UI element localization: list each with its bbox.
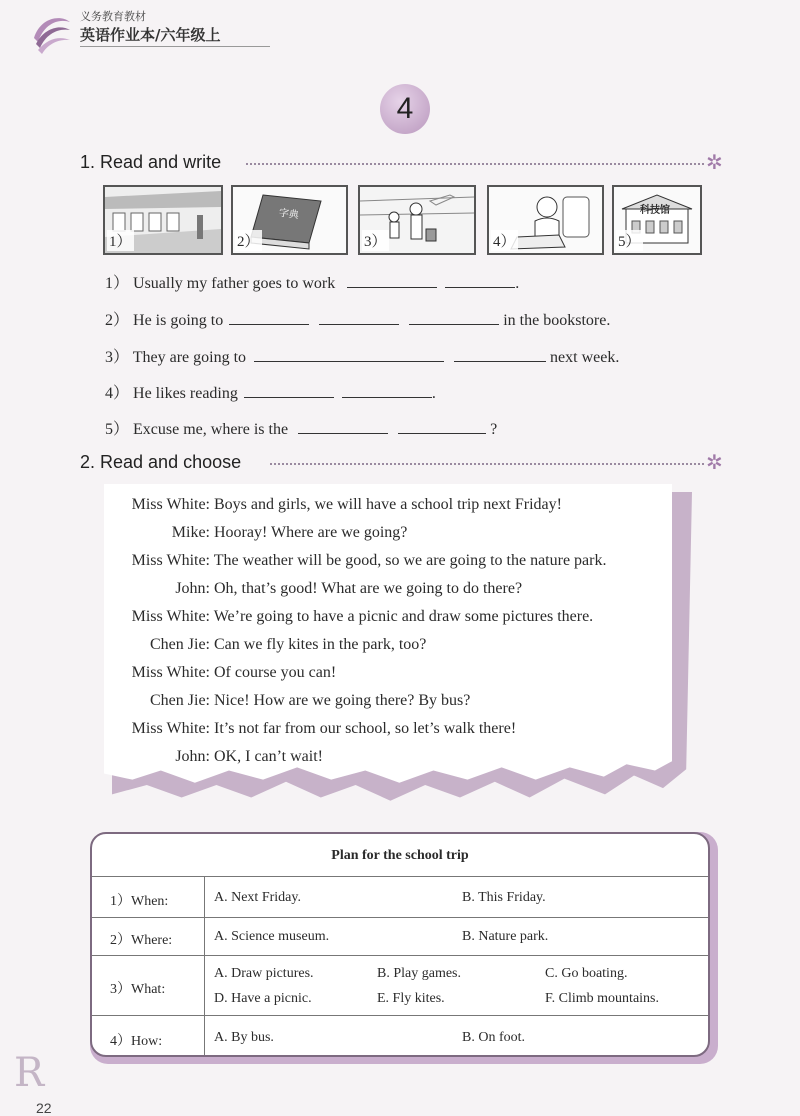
section1-divider — [246, 163, 704, 165]
sentence-number: 1） — [105, 275, 130, 292]
table-row — [92, 1015, 708, 1057]
header-rule — [80, 46, 270, 47]
option[interactable]: A. By bus. — [214, 1030, 274, 1045]
sentence-text: Usually my father goes to work — [133, 275, 336, 292]
sentence-number: 4） — [105, 385, 130, 402]
line-text: Hooray! Where are we going? — [214, 524, 408, 541]
sentence-number: 5） — [105, 421, 130, 438]
corner-letter-icon: R — [14, 1050, 45, 1096]
table-row — [92, 955, 708, 1016]
sentence-text: He is going to — [133, 312, 224, 329]
line-text: OK, I can’t wait! — [214, 748, 323, 765]
picture-number: 4） — [491, 230, 518, 251]
line-text: Can we fly kites in the park, too? — [214, 636, 427, 653]
dialogue-line — [120, 720, 516, 738]
sentence-5 — [105, 416, 497, 439]
dialogue-line — [120, 664, 336, 682]
sentence-number: 2） — [105, 312, 130, 329]
publisher-logo-icon — [30, 8, 74, 56]
picture-5 — [612, 185, 702, 255]
speaker: Miss White: — [131, 552, 210, 569]
row-label: 2）Where: — [110, 933, 173, 948]
speaker: John: — [175, 580, 210, 597]
dialogue-line — [120, 692, 470, 710]
answer-blank[interactable] — [254, 347, 444, 362]
answer-blank[interactable] — [229, 310, 309, 325]
option[interactable]: B. This Friday. — [462, 890, 546, 905]
row-label: 4）How: — [110, 1034, 163, 1049]
option[interactable]: B. Play games. — [377, 966, 461, 981]
speaker: Chen Jie: — [150, 692, 210, 709]
dialogue-line — [120, 552, 606, 570]
sentence-text: They are going to — [132, 349, 247, 366]
table-row — [92, 876, 708, 918]
section2-divider — [270, 463, 704, 465]
option[interactable]: B. On foot. — [462, 1030, 525, 1045]
sentence-text: Excuse me, where is the — [133, 421, 289, 438]
plan-title: Plan for the school trip — [331, 848, 469, 863]
picture-3 — [358, 185, 476, 255]
picture-number: 5） — [616, 230, 643, 251]
speaker: Miss White: — [131, 496, 210, 513]
column-divider — [204, 876, 205, 1055]
dialogue-line — [120, 748, 323, 766]
speaker: Mike: — [171, 524, 210, 541]
sentence-3 — [105, 344, 619, 367]
picture-2 — [231, 185, 348, 255]
line-text: Nice! How are we going there? By bus? — [214, 692, 471, 709]
answer-blank[interactable] — [454, 347, 546, 362]
sentence-end: next week. — [550, 349, 620, 366]
speaker: Miss White: — [131, 664, 210, 681]
speaker: Miss White: — [131, 720, 210, 737]
option[interactable]: A. Next Friday. — [214, 890, 301, 905]
option[interactable]: B. Nature park. — [462, 929, 549, 944]
picture-number: 3） — [362, 230, 389, 251]
answer-blank[interactable] — [398, 419, 486, 434]
line-text: We’re going to have a picnic and draw some pictures there. — [213, 608, 594, 625]
answer-blank[interactable] — [445, 273, 515, 288]
section1-title: 1. Read and write — [80, 152, 222, 172]
line-text: It’s not far from our school, so let’s walk there! — [214, 720, 517, 737]
line-text: Of course you can! — [214, 664, 337, 681]
speaker: Chen Jie: — [150, 636, 210, 653]
speaker: Miss White: — [131, 608, 210, 625]
option[interactable]: D. Have a picnic. — [214, 991, 312, 1006]
sentence-end: . — [431, 385, 436, 402]
option[interactable]: F. Climb mountains. — [545, 991, 660, 1006]
picture-1 — [103, 185, 223, 255]
dialogue-line — [120, 608, 593, 626]
dialogue-line — [120, 580, 522, 598]
option[interactable]: C. Go boating. — [545, 966, 628, 981]
answer-blank[interactable] — [347, 273, 437, 288]
line-text: The weather will be good, so we are going to the nature park. — [213, 552, 607, 569]
line-text: Boys and girls, we will have a school trip next Friday! — [214, 496, 562, 513]
table-row — [92, 917, 708, 956]
row-label: 3）What: — [110, 982, 166, 997]
sentence-end: . — [515, 275, 520, 292]
series-title: 义务教育教材 — [80, 10, 146, 23]
option[interactable]: A. Science museum. — [214, 929, 330, 944]
answer-blank[interactable] — [342, 383, 432, 398]
sentence-end: ? — [490, 421, 498, 438]
picture-number: 2） — [235, 230, 262, 251]
option[interactable]: A. Draw pictures. — [214, 966, 314, 981]
sentence-end: in the bookstore. — [503, 312, 611, 329]
sentence-number: 3） — [105, 349, 130, 366]
picture-number: 1） — [107, 230, 134, 251]
dialogue-line — [120, 524, 407, 542]
sentence-text: He likes reading — [133, 385, 238, 402]
answer-blank[interactable] — [319, 310, 399, 325]
dialogue-line — [120, 636, 426, 654]
book-cover-label: 字典 — [278, 207, 300, 222]
page-number: 22 — [36, 1100, 52, 1116]
book-title: 英语作业本/六年级上 — [80, 26, 221, 44]
row-label: 1）When: — [110, 894, 169, 909]
plan-table — [90, 832, 710, 1057]
picture-4 — [487, 185, 604, 255]
unit-number-badge: 4 — [380, 84, 430, 134]
sparkle-icon: ✲ — [706, 152, 723, 174]
dialogue-line — [120, 496, 562, 514]
sentence-1 — [105, 270, 519, 293]
option[interactable]: E. Fly kites. — [377, 991, 445, 1006]
sparkle-icon: ✲ — [706, 452, 723, 474]
answer-blank[interactable] — [244, 383, 334, 398]
answer-blank[interactable] — [298, 419, 388, 434]
answer-blank[interactable] — [409, 310, 499, 325]
museum-sign: 科技馆 — [640, 205, 670, 216]
line-text: Oh, that’s good! What are we going to do there? — [214, 580, 523, 597]
section2-title: 2. Read and choose — [80, 452, 242, 472]
sentence-2 — [105, 307, 610, 330]
speaker: John: — [175, 748, 210, 765]
sentence-4 — [105, 380, 436, 403]
